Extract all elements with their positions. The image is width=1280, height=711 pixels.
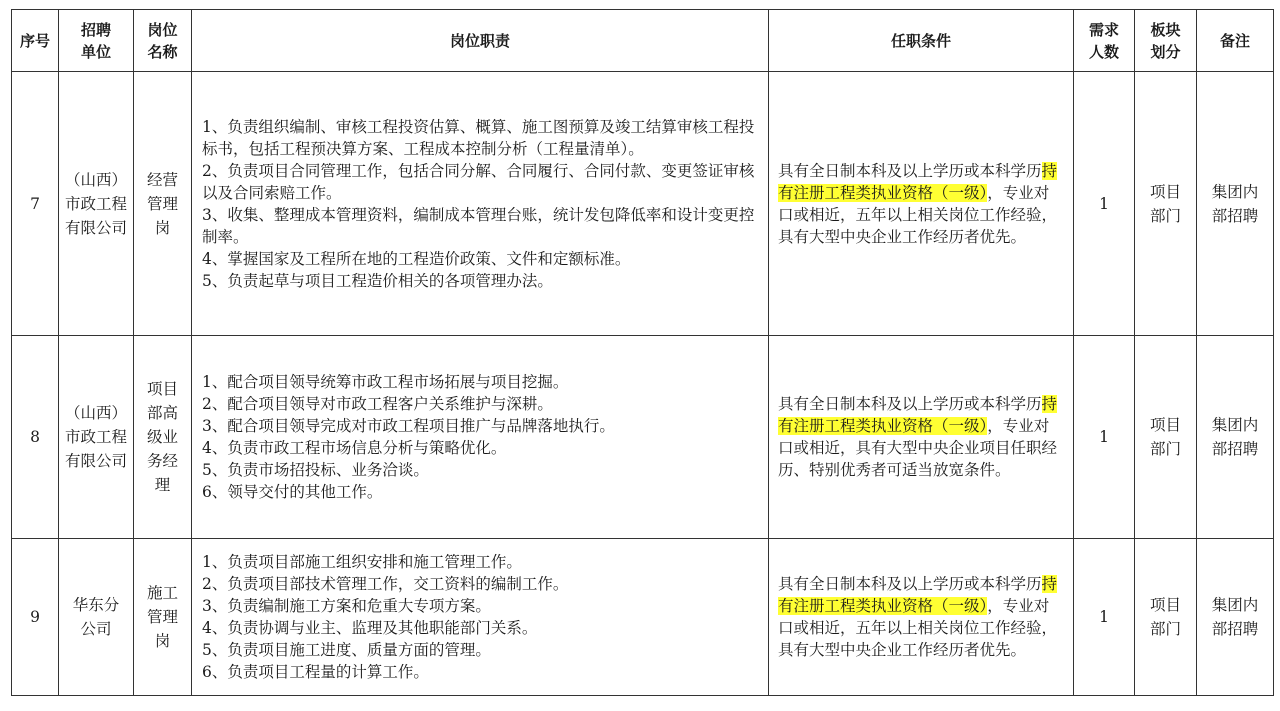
duty-item: 5、负责起草与项目工程造价相关的各项管理办法。 — [202, 271, 553, 290]
duty-item: 6、负责项目工程量的计算工作。 — [202, 663, 429, 681]
row-division: 项目部门 — [1135, 539, 1197, 696]
duty-item: 2、负责项目部技术管理工作，交工资料的编制工作。 — [202, 575, 569, 593]
duty-item: 3、收集、整理成本管理资料，编制成本管理台账，统计发包降低率和设计变更控制率。 — [202, 205, 755, 246]
duty-item: 5、负责项目施工进度、质量方面的管理。 — [202, 641, 491, 659]
row-index: 8 — [12, 336, 59, 539]
row-count: 1 — [1074, 336, 1135, 539]
highlighted-qualification: 持有注册工程类执业资格（一级） — [778, 575, 1058, 615]
row-remark: 集团内部招聘 — [1197, 72, 1274, 336]
table-row — [12, 72, 1274, 336]
row-requirements: 具有全日制本科及以上学历或本科学历持有注册工程类执业资格（一级），专业对口或相近，具有大型中央企业项目任职经历、特别优秀者可适当放宽条件。 — [769, 336, 1074, 539]
recruitment-table — [11, 9, 1274, 696]
duty-item: 3、负责编制施工方案和危重大专项方案。 — [202, 597, 491, 615]
row-index: 9 — [12, 539, 59, 696]
row-division: 项目部门 — [1135, 336, 1197, 539]
duty-item: 1、负责项目部施工组织安排和施工管理工作。 — [202, 553, 522, 571]
header-duties: 岗位职责 — [192, 10, 769, 72]
row-count: 1 — [1074, 72, 1135, 336]
row-division: 项目部门 — [1135, 72, 1197, 336]
duty-item: 1、负责组织编制、审核工程投资估算、概算、施工图预算及竣工结算审核工程投标书，包括工程预决算方案、工程成本控制分析（工程量清单）。 — [202, 117, 755, 158]
row-remark: 集团内部招聘 — [1197, 336, 1274, 539]
row-requirements: 具有全日制本科及以上学历或本科学历持有注册工程类执业资格（一级），专业对口或相近，五年以上相关岗位工作经验，具有大型中央企业工作经历者优先。 — [769, 72, 1074, 336]
duty-item: 2、配合项目领导对市政工程客户关系维护与深耕。 — [202, 395, 553, 413]
duty-item: 4、掌握国家及工程所在地的工程造价政策、文件和定额标准。 — [202, 249, 631, 268]
duty-item: 5、负责市场招投标、业务洽谈。 — [202, 461, 429, 479]
row-position: 项目部高级业务经理 — [134, 336, 192, 539]
row-requirements: 具有全日制本科及以上学历或本科学历持有注册工程类执业资格（一级），专业对口或相近，五年以上相关岗位工作经验，具有大型中央企业工作经历者优先。 — [769, 539, 1074, 696]
row-duties — [192, 539, 769, 696]
duty-item: 4、负责市政工程市场信息分析与策略优化。 — [202, 439, 507, 457]
row-unit: 华东分公司 — [59, 539, 134, 696]
row-index: 7 — [12, 72, 59, 336]
header-unit: 招聘单位 — [59, 10, 134, 72]
row-remark: 集团内部招聘 — [1197, 539, 1274, 696]
header-position: 岗位名称 — [134, 10, 192, 72]
duty-item: 4、负责协调与业主、监理及其他职能部门关系。 — [202, 619, 538, 637]
row-position: 施工管理岗 — [134, 539, 192, 696]
highlighted-qualification: 持有注册工程类执业资格（一级） — [778, 161, 1058, 202]
header-row — [12, 10, 1274, 72]
row-position: 经营管理岗 — [134, 72, 192, 336]
header-remark: 备注 — [1197, 10, 1274, 72]
duty-item: 6、领导交付的其他工作。 — [202, 483, 383, 501]
table-row — [12, 336, 1274, 539]
row-count: 1 — [1074, 539, 1135, 696]
table-row — [12, 539, 1274, 696]
row-duties — [192, 72, 769, 336]
duty-item: 1、配合项目领导统筹市政工程市场拓展与项目挖掘。 — [202, 373, 569, 391]
header-requirements: 任职条件 — [769, 10, 1074, 72]
row-unit: （山西）市政工程有限公司 — [59, 336, 134, 539]
header-division: 板块划分 — [1135, 10, 1197, 72]
row-unit: （山西）市政工程有限公司 — [59, 72, 134, 336]
header-count: 需求人数 — [1074, 10, 1135, 72]
highlighted-qualification: 持有注册工程类执业资格（一级） — [778, 395, 1058, 435]
duty-item: 2、负责项目合同管理工作，包括合同分解、合同履行、合同付款、变更签证审核以及合同索赔工作。 — [202, 161, 755, 202]
header-index: 序号 — [12, 10, 59, 72]
row-duties — [192, 336, 769, 539]
duty-item: 3、配合项目领导完成对市政工程项目推广与品牌落地执行。 — [202, 417, 615, 435]
